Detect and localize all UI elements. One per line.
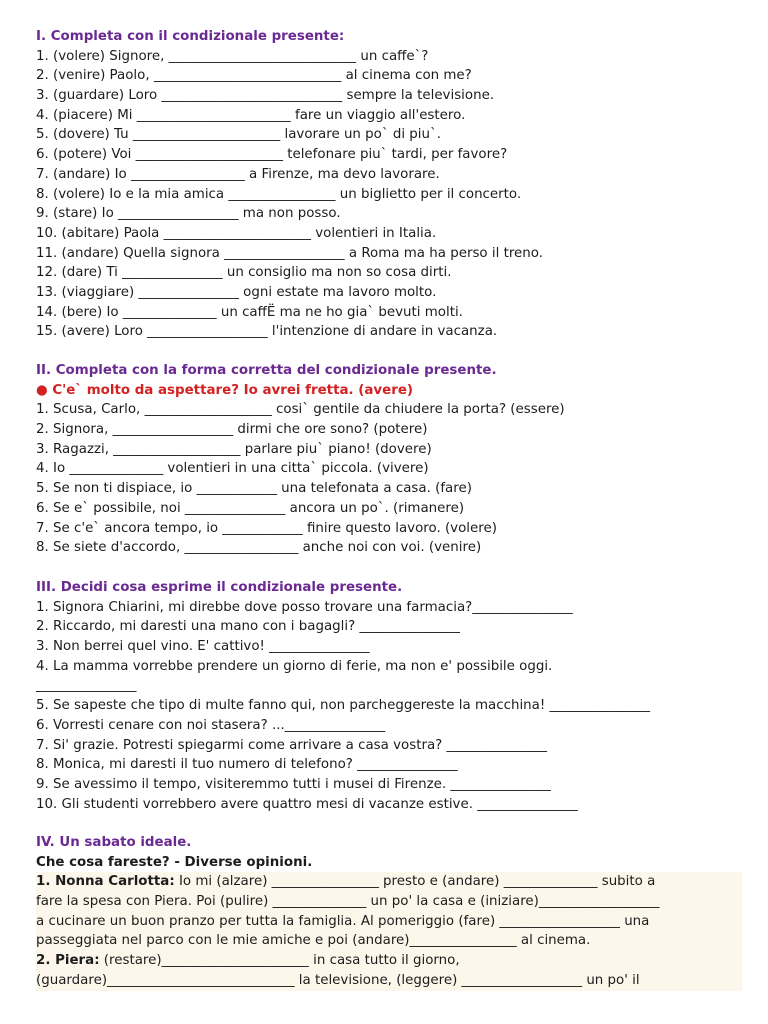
example-sentence: ● C'e` molto da aspettare? Io avrei fretta. (avere) bbox=[36, 382, 414, 398]
section-1-heading: I. Completa con il condizionale presente: bbox=[36, 29, 345, 44]
section-2-heading: II. Completa con la forma corretta del condizionale presente. bbox=[36, 363, 497, 378]
section-3 bbox=[36, 578, 742, 814]
exercise-line: 5. (dovere) Tu ______________________ lavorare un po` di piu`. bbox=[36, 127, 441, 143]
exercise-line: 15. (avere) Loro __________________ l'intenzione di andare in vacanza. bbox=[36, 324, 498, 340]
exercise-line: 4. Io ______________ volentieri in una citta` piccola. (vivere) bbox=[36, 461, 429, 477]
exercise-line: 10. (abitare) Paola ______________________ volentieri in Italia. bbox=[36, 225, 437, 241]
exercise-line: 7. (andare) Io _________________ a Firenze, ma devo lavorare. bbox=[36, 166, 440, 182]
exercise-line: 4. La mamma vorrebbe prendere un giorno di ferie, ma non e' possibile oggi. bbox=[36, 658, 553, 674]
section-4-heading: IV. Un sabato ideale. bbox=[36, 835, 192, 850]
paragraph-text: a cucinare un buon pranzo per tutta la famiglia. Al pomeriggio (fare) __________________ una bbox=[36, 913, 650, 929]
exercise-line: 9. Se avessimo il tempo, visiteremmo tutti i musei di Firenze. _______________ bbox=[36, 776, 551, 792]
exercise-line: 8. Se siete d'accordo, _________________ anche noi con voi. (venire) bbox=[36, 540, 482, 556]
paragraph-line bbox=[36, 892, 742, 912]
paragraph-text: Io mi (alzare) ________________ presto e (andare) ______________ subito a bbox=[174, 874, 656, 890]
section-1 bbox=[36, 27, 742, 342]
exercise-line: 9. (stare) Io __________________ ma non posso. bbox=[36, 206, 341, 222]
paragraph-line bbox=[36, 912, 742, 932]
exercise-line: 6. Vorresti cenare con noi stasera? ..._______________ bbox=[36, 717, 386, 733]
exercise-line: 3. Non berrei quel vino. E' cattivo! _______________ bbox=[36, 639, 370, 655]
section-4 bbox=[36, 833, 742, 991]
exercise-line: 6. Se e` possibile, noi _______________ ancora un po`. (rimanere) bbox=[36, 500, 465, 516]
paragraph-text: fare la spesa con Piera. Poi (pulire) ______________ un po' la casa e (iniziare)__________________ bbox=[36, 894, 660, 910]
section-4-subheading: Che cosa fareste? - Diverse opinioni. bbox=[36, 854, 313, 870]
exercise-line: 5. Se non ti dispiace, io ____________ una telefonata a casa. (fare) bbox=[36, 481, 472, 497]
exercise-line: 1. Signora Chiarini, mi direbbe dove posso trovare una farmacia?_______________ bbox=[36, 599, 573, 615]
exercise-line: 13. (viaggiare) _______________ ogni estate ma lavoro molto. bbox=[36, 284, 437, 300]
exercise-line: 12. (dare) Ti _______________ un consiglio ma non so cosa dirti. bbox=[36, 265, 452, 281]
exercise-line: 7. Se c'e` ancora tempo, io ____________ finire questo lavoro. (volere) bbox=[36, 520, 497, 536]
paragraph-text: (guardare)____________________________ la televisione, (leggere) __________________ un po' il bbox=[36, 972, 640, 988]
section-3-heading: III. Decidi cosa esprime il condizionale presente. bbox=[36, 580, 403, 595]
exercise-line: 11. (andare) Quella signora __________________ a Roma ma ha perso il treno. bbox=[36, 245, 543, 261]
exercise-line: 14. (bere) Io ______________ un caffË ma ne ho gia` bevuti molti. bbox=[36, 304, 463, 320]
section-2 bbox=[36, 361, 742, 558]
paragraph-line bbox=[36, 951, 742, 971]
exercise-line: 7. Si' grazie. Potresti spiegarmi come arrivare a casa vostra? _______________ bbox=[36, 737, 547, 753]
exercise-line: 1. (volere) Signore, ____________________________ un caffe`? bbox=[36, 48, 429, 64]
exercise-line: 1. Scusa, Carlo, ___________________ cosi` gentile da chiudere la porta? (essere) bbox=[36, 402, 565, 418]
exercise-line: 2. (venire) Paolo, ____________________________ al cinema con me? bbox=[36, 68, 472, 84]
paragraph-text: (restare)______________________ in casa tutto il giorno, bbox=[99, 953, 460, 969]
paragraph-text: passeggiata nel parco con le mie amiche e poi (andare)________________ al cinema. bbox=[36, 933, 591, 949]
exercise-line: 3. Ragazzi, ___________________ parlare piu` piano! (dovere) bbox=[36, 441, 432, 457]
exercise-line: 6. (potere) Voi ______________________ telefonare piu` tardi, per favore? bbox=[36, 147, 508, 163]
exercise-line: 4. (piacere) Mi _______________________ fare un viaggio all'estero. bbox=[36, 107, 466, 123]
paragraph-line bbox=[36, 971, 742, 991]
exercise-line: 5. Se sapeste che tipo di multe fanno qui, non parcheggereste la macchina! _______________ bbox=[36, 698, 650, 714]
speaker-label: 1. Nonna Carlotta: bbox=[36, 874, 175, 890]
speaker-label: 2. Piera: bbox=[36, 953, 100, 969]
exercise-line: 3. (guardare) Loro ___________________________ sempre la televisione. bbox=[36, 88, 495, 104]
paragraph-line bbox=[36, 931, 742, 951]
exercise-line: 8. (volere) Io e la mia amica ________________ un biglietto per il concerto. bbox=[36, 186, 522, 202]
exercise-line: _______________ bbox=[36, 678, 137, 694]
paragraph-line bbox=[36, 872, 742, 892]
exercise-line: 10. Gli studenti vorrebbero avere quattro mesi di vacanze estive. _______________ bbox=[36, 796, 578, 812]
exercise-line: 8. Monica, mi daresti il tuo numero di telefono? _______________ bbox=[36, 757, 458, 773]
exercise-line: 2. Signora, __________________ dirmi che ore sono? (potere) bbox=[36, 422, 428, 438]
exercise-line: 2. Riccardo, mi daresti una mano con i bagagli? _______________ bbox=[36, 619, 460, 635]
